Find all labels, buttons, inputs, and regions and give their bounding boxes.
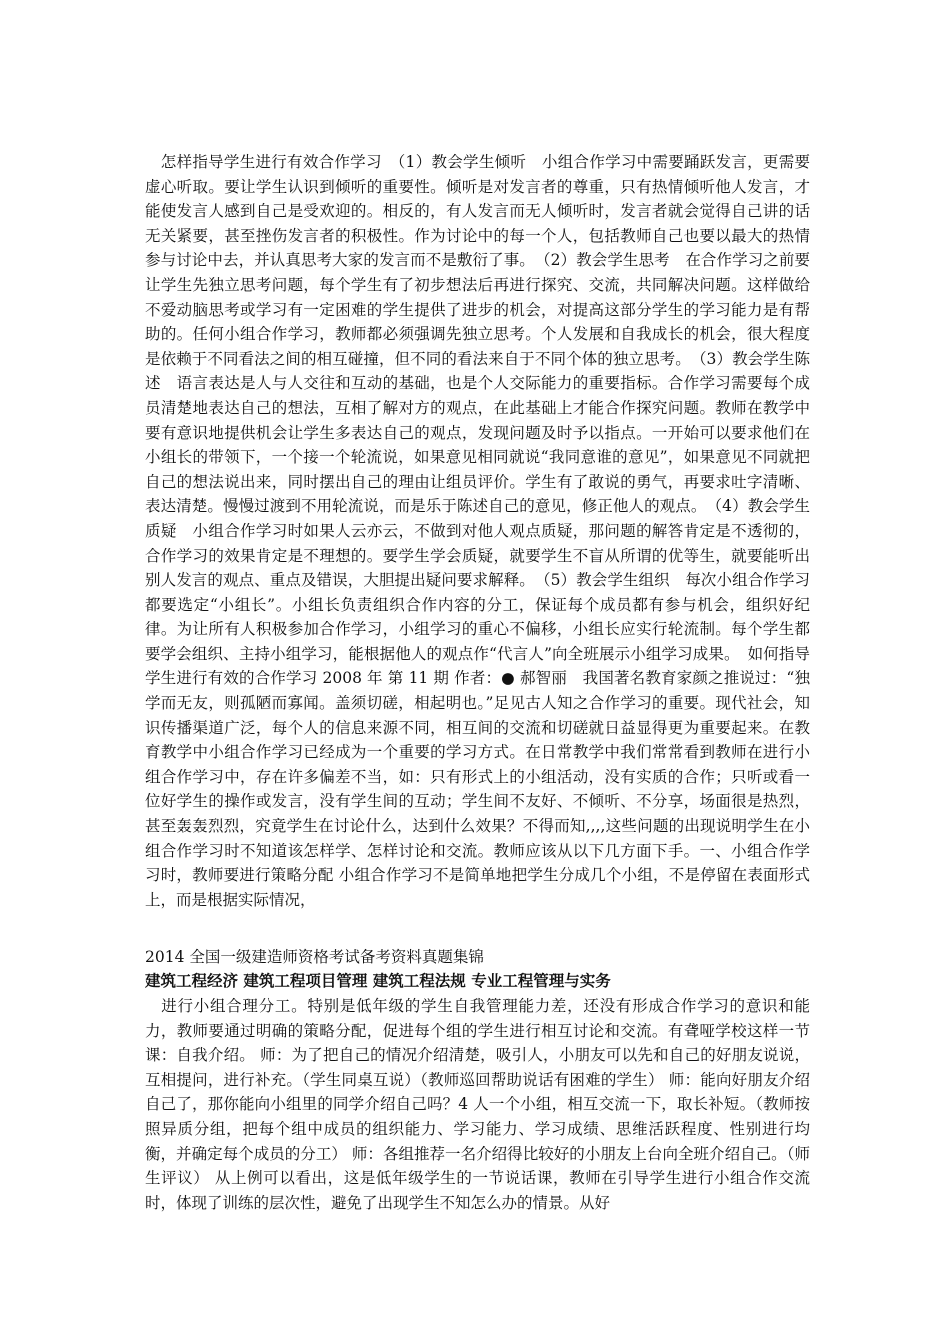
body-paragraph-1: 怎样指导学生进行有效合作学习 （1）教会学生倾听 小组合作学习中需要踊跃发言，更需要虚心听取。要让学生认识到倾听的重要性。倾听是对发言者的尊重，只有热情倾听他人发言，才能使发言人感到自己是受欢迎的。相反的，有人发言而无人倾听时，发言者就会觉得自己讲的话无关紧要，甚至挫伤发言者的积极性。作为讨论中的每一个人，包括教师自己也要以最大的热情参与讨论中去，并认真思考大家的发言而不是敷衍了事。 （2）教会学生思考 在合作学习之前要让学生先独立思考问题，每个学生有了初步想法后再进行探究、交流，共同解决问题。这样做给不爱动脑思考或学习有一定困难的学生提供了进步的机会，对提高这部分学生的学习能力是有帮助的。任何小组合作学习，教师都必须强调先独立思考。个人发展和自我成长的机会，很大程度是依赖于不同看法之间的相互碰撞，但不同的看法来自于不同个体的独立思考。 （3）教会学生陈述 语言表达是人与人交往和互动的基础，也是个人交际能力的重要指标。合作学习需要每个成员清楚地表达自己的想法，互相了解对方的观点，在此基础上才能合作探究问题。教师在教学中要有意识地提供机会让学生多表达自己的观点，发现问题及时予以指点。一开始可以要求他们在小组长的带领下，一个接一个轮流说，如果意见相同就说“我同意谁的意见”，如果意见不同就把自己的想法说出来，同时摆出自己的理由让组员评价。学生有了敢说的勇气，再要求吐字清晰、表达清楚。慢慢过渡到不用轮流说，而是乐于陈述自己的意见，修正他人的观点。 （4）教会学生质疑 小组合作学习时如果人云亦云，不做到对他人观点质疑，那问题的解答肯定是不透彻的，合作学习的效果肯定是不理想的。要学生学会质疑，就要学生不盲从所谓的优等生，就要能听出别人发言的观点、重点及错误，大胆提出疑问要求解释。 （5）教会学生组织 每次小组合作学习都要选定“小组长”。小组长负责组织合作内容的分工，保证每个成员都有参与机会，组织好纪律。为让所有人积极参加合作学习，小组学习的重心不偏移，小组长应实行轮流制。每个学生都要学会组织、主持小组学习，能根据他人的观点作“代言人”向全班展示小组学习成果。 如何指导学生进行有效的合作学习 2008 年 第 11 期 作者：● 郝智丽 我国著名教育家颜之推说过：“独学而无友，则孤陋而寡闻。盖须切磋，相起明也。”足见古人知之合作学习的重要。现代社会，知识传播渠道广泛，每个人的信息来源不同，相互间的交流和切磋就日益显得更为重要起来。在教育教学中小组合作学习已经成为一个重要的学习方式。在日常教学中我们常常看到教师在进行小组合作学习中，存在许多偏差不当，如：只有形式上的小组活动，没有实质的合作；只听或看一位好学生的操作或发言，没有学生间的互动；学生间不友好、不倾听、不分享，场面很是热烈，甚至轰轰烈烈，究竟学生在讨论什么，达到什么效果？不得而知,,,,这些问题的出现说明学生在小组合作学习时不知道该怎样学、怎样讨论和交流。教师应该从以下几方面下手。一、小组合作学习时，教师要进行策略分配 小组合作学习不是简单地把学生分成几个小组，不是停留在表面形式上，而是根据实际情况， [145,153,810,909]
ad-banner-title: 2014 全国一级建造师资格考试备考资料真题集锦 [145,948,484,966]
body-paragraph-2: 进行小组合理分工。特别是低年级的学生自我管理能力差，还没有形成合作学习的意识和能力，教师要通过明确的策略分配，促进每个组的学生进行相互讨论和交流。有聋哑学校这样一节课：自我介绍。 师：为了把自己的情况介绍清楚，吸引人，小朋友可以先和自己的好朋友说说，互相提问，进行补充。（学生同桌互说）（教师巡回帮助说话有困难的学生） 师：能向好朋友介绍自己了，那你能向小组里的同学介绍自己吗？4 人一个小组，相互交流一下，取长补短。（教师按照异质分组，把每个组中成员的组织能力、学习能力、学习成绩、思维活跃程度、性别进行均衡，并确定每个成员的分工） 师：各组推荐一名介绍得比较好的小朋友上台向全班介绍自己。（师生评议） 从上例可以看出，这是低年级学生的一节说话课，教师在引导学生进行小组合作交流时，体现了训练的层次性，避免了出现学生不知怎么办的情景。从好 [145,997,810,1212]
ad-banner-subjects: 建筑工程经济 建筑工程项目管理 建筑工程法规 专业工程管理与实务 [145,971,611,990]
